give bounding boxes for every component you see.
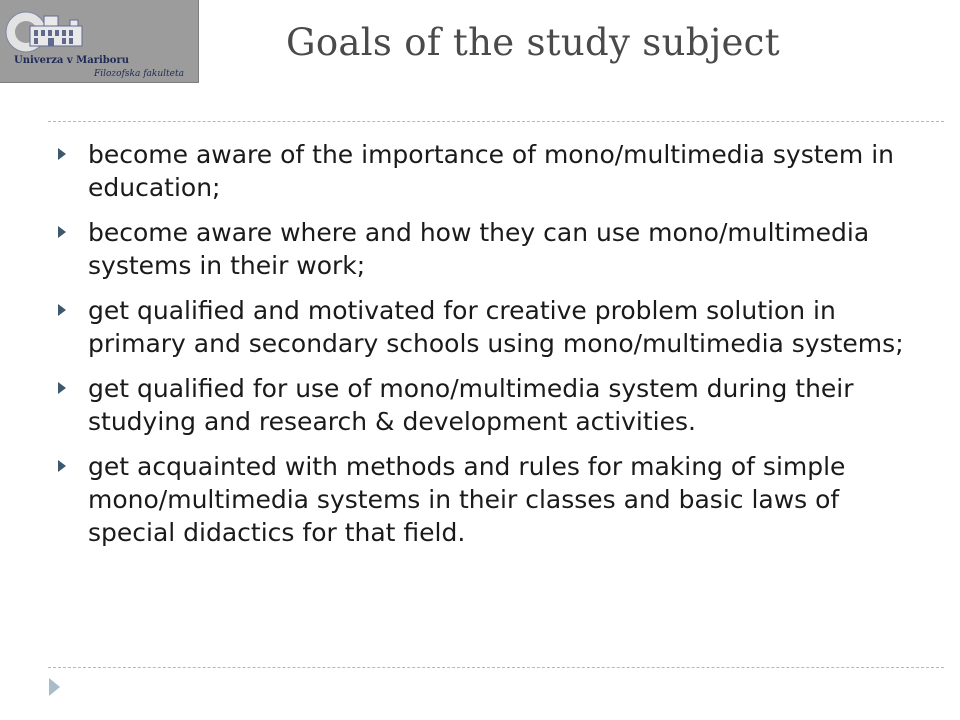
triangle-bullet-icon <box>58 148 66 160</box>
goals-list <box>56 138 906 561</box>
list-item-text: become aware of the importance of mono/multimedia system in education; <box>88 140 894 202</box>
list-item <box>56 294 906 360</box>
list-item <box>56 450 906 549</box>
triangle-bullet-icon <box>58 226 66 238</box>
university-name: Univerza v Mariboru <box>14 55 129 66</box>
list-item-text: get qualified for use of mono/multimedia system during their studying and research & development activities. <box>88 374 854 436</box>
bottom-divider <box>48 667 944 668</box>
faculty-name: Filozofska fakulteta <box>94 69 184 79</box>
list-item-text: become aware where and how they can use mono/multimedia systems in their work; <box>88 218 870 280</box>
university-logo <box>0 0 199 83</box>
top-divider <box>48 121 944 122</box>
list-item <box>56 138 906 204</box>
list-item-text: get qualified and motivated for creative problem solution in primary and secondary schools using mono/multimedia systems; <box>88 296 904 358</box>
list-item <box>56 216 906 282</box>
triangle-bullet-icon <box>58 382 66 394</box>
triangle-bullet-icon <box>58 304 66 316</box>
triangle-bullet-icon <box>58 460 66 472</box>
slide-title: Goals of the study subject <box>286 21 780 64</box>
list-item-text: get acquainted with methods and rules for making of simple mono/multimedia systems in their classes and basic laws of special didactics for that field. <box>88 452 846 547</box>
list-item <box>56 372 906 438</box>
footer-arrow-icon <box>49 678 60 696</box>
university-building-icon <box>4 4 88 56</box>
